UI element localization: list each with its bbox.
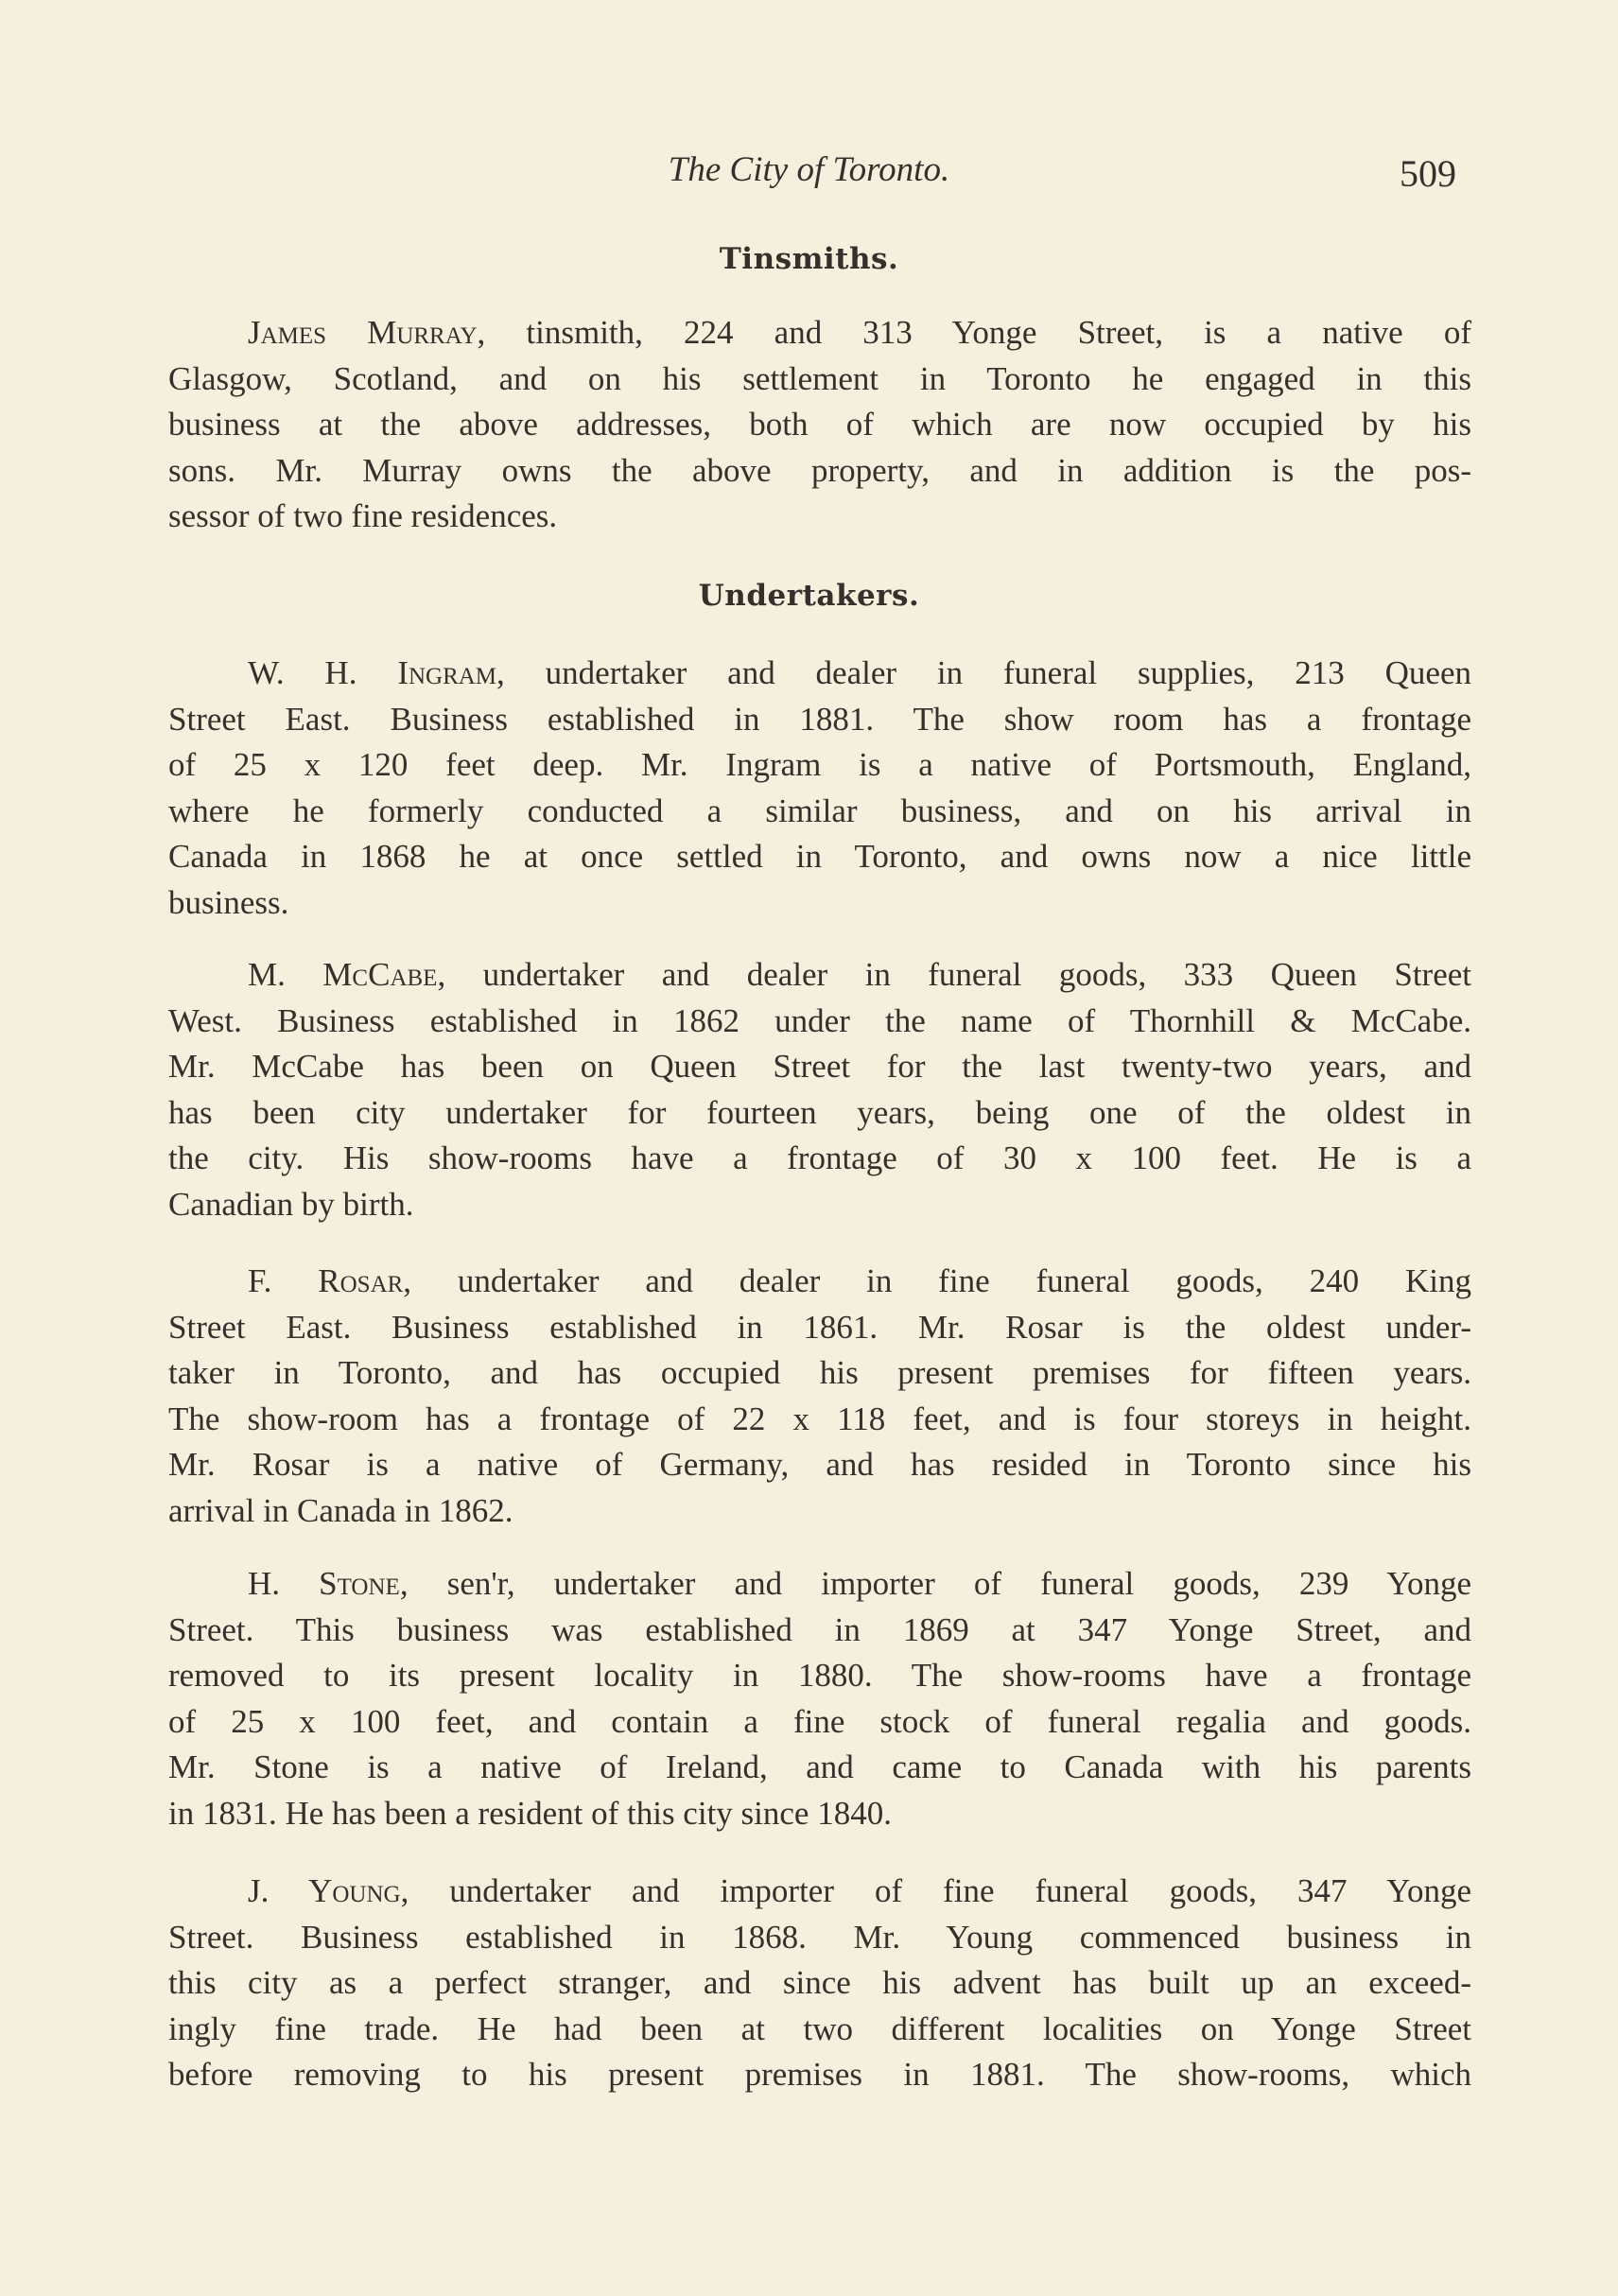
text-line: Street. Business established in 1868. Mr. Young commenced business in: [168, 1918, 1471, 1956]
text-line: of 25 x 120 feet deep. Mr. Ingram is a native of Portsmouth, England,: [168, 746, 1471, 784]
entry-paragraph: [168, 310, 1471, 540]
text-line: [168, 310, 1471, 357]
entry-paragraph: [168, 1561, 1471, 1837]
entry-paragraph: [168, 1869, 1471, 2098]
text-line: in 1831. He has been a resident of this city since 1840.: [168, 1794, 892, 1832]
text-line: [168, 1869, 1471, 1915]
entry-name: H. Stone: [248, 1565, 400, 1602]
text-line: this city as a perfect stranger, and since his advent has built up an exceed-: [168, 1964, 1471, 2002]
text-line: Street East. Business established in 1861. Mr. Rosar is the oldest under-: [168, 1308, 1471, 1346]
section-heading-undertakers: Undertakers.: [698, 579, 920, 613]
line-text: , sen'r, undertaker and importer of funeral goods, 239 Yonge: [399, 1565, 1471, 1602]
text-line: Mr. Rosar is a native of Germany, and has resided in Toronto since his: [168, 1446, 1471, 1484]
text-line: the city. His show-rooms have a frontage of 30 x 100 feet. He is a: [168, 1139, 1471, 1177]
text-line: Street East. Business established in 1881. The show room has a frontage: [168, 700, 1471, 738]
entry-name: W. H. Ingram: [248, 654, 497, 691]
text-line: before removing to his present premises in 1881. The show-rooms, which: [168, 2056, 1471, 2094]
text-line: [168, 651, 1471, 697]
text-line: sessor of two fine residences.: [168, 497, 558, 535]
text-line: Glasgow, Scotland, and on his settlement in Toronto he engaged in this: [168, 359, 1471, 397]
text-line: sons. Mr. Murray owns the above property, and in addition is the pos-: [168, 451, 1471, 489]
text-line: where he formerly conducted a similar business, and on his arrival in: [168, 791, 1471, 829]
entry-name: M. McCabe: [248, 956, 438, 993]
entry-name: F. Rosar: [248, 1262, 404, 1299]
line-text: , undertaker and dealer in funeral supplies, 213 Queen: [496, 654, 1471, 691]
line-text: , undertaker and dealer in funeral goods, 333 Queen Street: [437, 956, 1471, 993]
text-line: Mr. McCabe has been on Queen Street for the last twenty-two years, and: [168, 1048, 1471, 1086]
text-line: [168, 952, 1471, 999]
text-line: West. Business established in 1862 under the name of Thornhill & McCabe.: [168, 1001, 1471, 1039]
text-line: Street. This business was established in 1869 at 347 Yonge Street, and: [168, 1610, 1471, 1648]
page-number: 509: [1400, 152, 1456, 195]
text-line: [168, 1561, 1471, 1608]
text-line: Canadian by birth.: [168, 1185, 414, 1223]
text-line: [168, 1259, 1471, 1305]
text-line: arrival in Canada in 1862.: [168, 1491, 513, 1529]
line-text: , undertaker and importer of fine funeral goods, 347 Yonge: [400, 1872, 1471, 1909]
entry-name: J. Young: [248, 1872, 401, 1909]
text-line: of 25 x 100 feet, and contain a fine stock of funeral regalia and goods.: [168, 1702, 1471, 1740]
text-line: ingly fine trade. He had been at two different localities on Yonge Street: [168, 2009, 1471, 2047]
text-line: taker in Toronto, and has occupied his present premises for fifteen years.: [168, 1354, 1471, 1392]
section-heading-tinsmiths: Tinsmiths.: [719, 242, 899, 276]
text-line: has been city undertaker for fourteen years, being one of the oldest in: [168, 1093, 1471, 1131]
line-text: , undertaker and dealer in fine funeral goods, 240 King: [403, 1262, 1471, 1299]
entry-paragraph: [168, 1259, 1471, 1535]
running-header-title: The City of Toronto.: [668, 150, 950, 189]
text-line: business at the above addresses, both of which are now occupied by his: [168, 406, 1471, 444]
text-line: removed to its present locality in 1880. The show-rooms have a frontage: [168, 1657, 1471, 1695]
text-line: Canada in 1868 he at once settled in Toronto, and owns now a nice little: [168, 838, 1471, 876]
entry-paragraph: [168, 952, 1471, 1228]
text-line: Mr. Stone is a native of Ireland, and came to Canada with his parents: [168, 1748, 1471, 1786]
text-line: business.: [168, 883, 289, 921]
text-line: The show-room has a frontage of 22 x 118 feet, and is four storeys in height.: [168, 1400, 1471, 1437]
line-text: , tinsmith, 224 and 313 Yonge Street, is a native of: [477, 314, 1471, 351]
entry-name: James Murray: [248, 314, 478, 351]
entry-paragraph: [168, 651, 1471, 927]
